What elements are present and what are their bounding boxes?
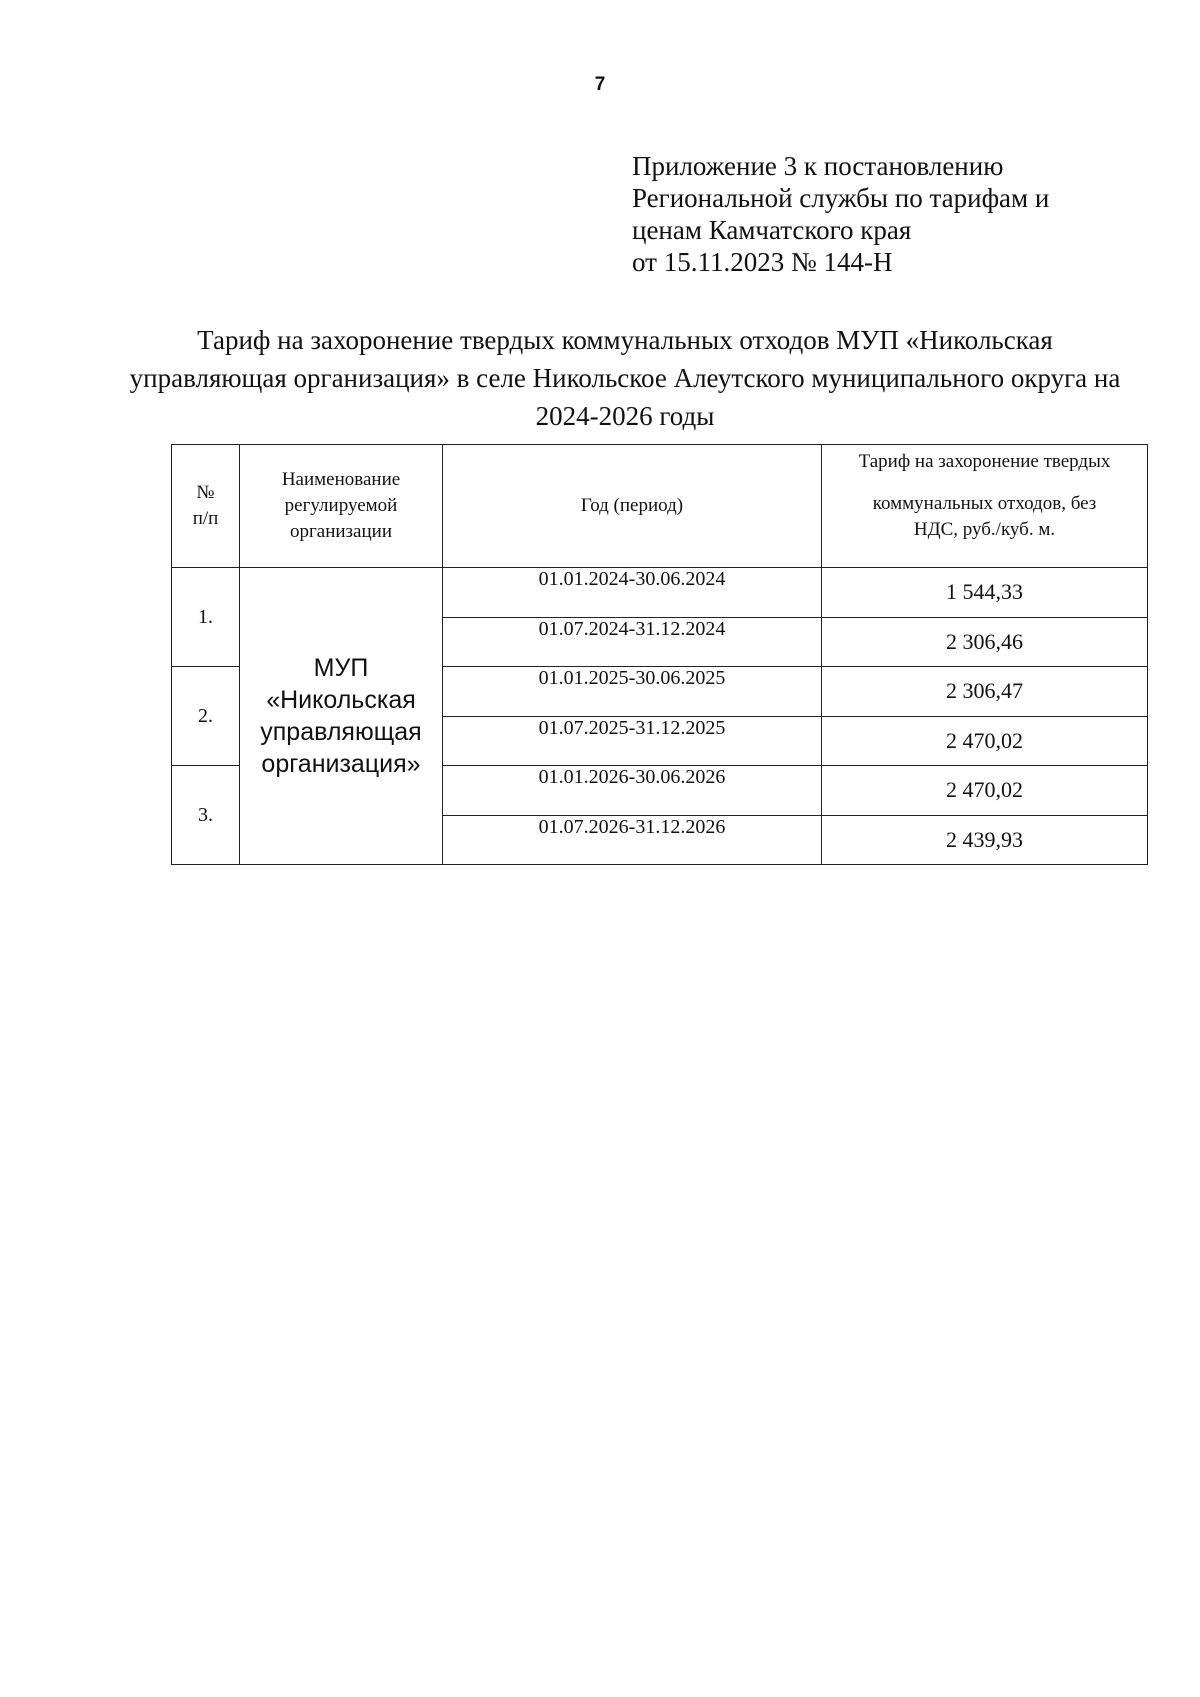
table-header-row — [172, 445, 1148, 568]
period-cell: 01.01.2026-30.06.2026 — [443, 766, 822, 816]
table-row — [172, 568, 1148, 618]
period-cell: 01.01.2025-30.06.2025 — [443, 667, 822, 717]
appendix-line: Приложение 3 к постановлению — [632, 151, 1004, 181]
tariff-table — [171, 444, 1148, 865]
period-cell: 01.01.2024-30.06.2024 — [443, 568, 822, 618]
header-period: Год (период) — [443, 445, 822, 568]
title-line: управляющая организация» в селе Никольское Алеутского муниципального округа на — [129, 363, 1121, 393]
header-organization: Наименование регулируемой организации — [240, 445, 443, 568]
tariff-cell: 2 306,47 — [822, 667, 1148, 717]
organization-name: МУП «Никольская управляющая организация» — [240, 568, 443, 865]
period-cell: 01.07.2026-31.12.2026 — [443, 815, 822, 865]
appendix-line: от 15.11.2023 № 144-Н — [632, 247, 893, 277]
period-cell: 01.07.2024-31.12.2024 — [443, 617, 822, 667]
title-line: Тариф на захоронение твердых коммунальных отходов МУП «Никольская — [197, 325, 1053, 355]
row-number: 2. — [172, 667, 240, 766]
tariff-cell: 2 470,02 — [822, 766, 1148, 816]
row-number: 1. — [172, 568, 240, 667]
appendix-line: ценам Камчатского края — [632, 215, 912, 245]
page-number: 7 — [594, 74, 606, 95]
appendix-reference — [632, 150, 1049, 278]
title-line: 2024-2026 годы — [535, 401, 715, 431]
document-title — [80, 321, 1170, 435]
row-number: 3. — [172, 766, 240, 865]
period-cell: 01.07.2025-31.12.2025 — [443, 716, 822, 766]
header-number: № п/п — [172, 445, 240, 568]
tariff-cell: 1 544,33 — [822, 568, 1148, 618]
tariff-cell: 2 470,02 — [822, 716, 1148, 766]
header-tariff: Тариф на захоронение твердых коммунальных отходов, без НДС, руб./куб. м. — [822, 445, 1148, 568]
appendix-line: Региональной службы по тарифам и — [632, 183, 1050, 213]
tariff-cell: 2 439,93 — [822, 815, 1148, 865]
tariff-cell: 2 306,46 — [822, 617, 1148, 667]
